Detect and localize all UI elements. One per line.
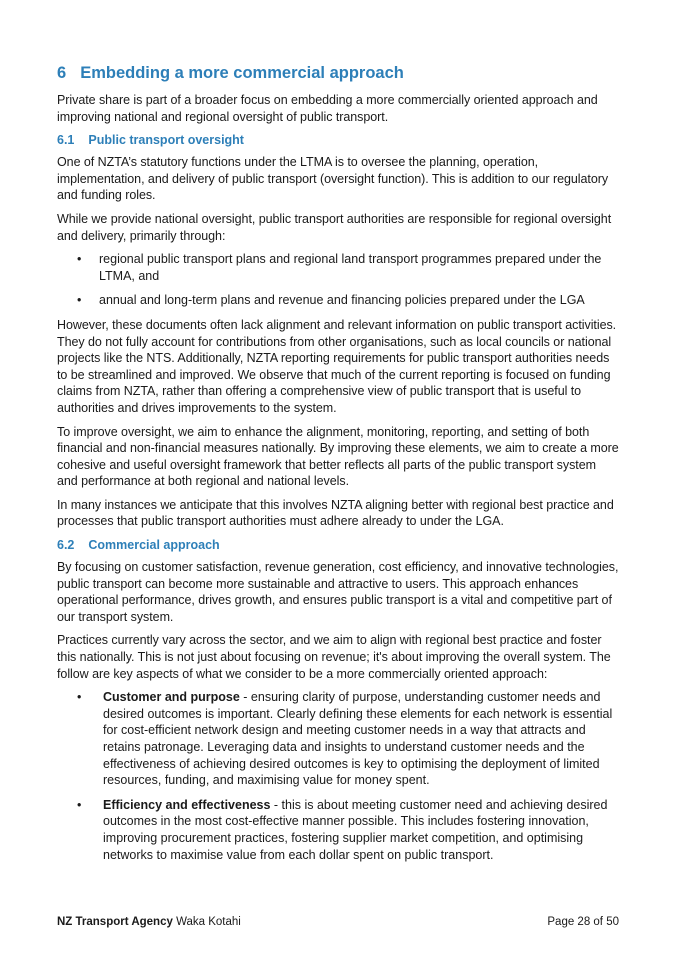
footer-organisation <box>57 916 241 928</box>
subsection-number: 6.2 <box>57 538 75 553</box>
subsection-title: Commercial approach <box>88 538 220 553</box>
list-item-term: Customer and purpose <box>103 690 240 705</box>
section-number: 6 <box>57 64 67 82</box>
page-number: Page 28 of 50 <box>547 916 619 928</box>
section-6-intro: Private share is part of a broader focus on embedding a more commercially oriented approach and improving national and regional oversight of public transport. <box>57 93 598 124</box>
list-item <box>57 689 619 789</box>
bullet-list <box>57 251 619 309</box>
footer-org-rest: Waka Kotahi <box>172 916 241 928</box>
subsection-number: 6.1 <box>57 133 75 148</box>
footer-org-bold: NZ Transport Agency <box>57 916 173 928</box>
paragraph: One of NZTA’s statutory functions under the LTMA is to oversee the planning, operation, implementation, and delivery of public transport (oversight function). This is addition to our regulatory and funding roles. <box>57 155 609 203</box>
document-page <box>57 62 619 871</box>
list-item-term: Efficiency and effectiveness <box>103 797 271 812</box>
list-item <box>57 797 619 863</box>
paragraph: By focusing on customer satisfaction, revenue generation, cost efficiency, and innovative technologies, public transport can become more sustainable and attractive to users. This approach enhances operational performance, drives growth, and ensures public transport is a vital and competitive part of our transport system. <box>57 560 619 624</box>
bullet-list <box>57 689 619 863</box>
paragraph: While we provide national oversight, public transport authorities are responsible for regional oversight and delivery, primarily through: <box>57 211 612 243</box>
subsection-title: Public transport oversight <box>88 133 244 148</box>
list-item: • regional public transport plans and regional land transport programmes prepared under the LTMA, and <box>57 251 619 284</box>
section-6-2-heading <box>57 537 619 554</box>
paragraph: In many instances we anticipate that this involves NZTA aligning better with regional best practice and processes that public transport authorities must adhere already to under the LGA. <box>57 497 614 529</box>
section-6-heading <box>57 62 619 84</box>
paragraph: However, these documents often lack alignment and relevant information on public transport activities. They do not fully account for contributions from other organisations, such as local councils or national projects like the NTS. Additionally, NZTA reporting requirements for public transport authorities needs to be streamlined and improved. We observe that much of the current reporting is focused on funding claims from NZTA, rather than offering a comprehensive view of public transport that is useful to authorities and drives improvements to the system. <box>57 317 617 415</box>
section-6-1-heading <box>57 132 619 149</box>
section-title: Embedding a more commercial approach <box>80 64 404 82</box>
paragraph: To improve oversight, we aim to enhance the alignment, monitoring, reporting, and setting of both financial and non-financial measures nationally. By improving these elements, we aim to create a more cohesive and useful oversight framework that better reflects all parts of the public transport system and performance at both regional and national levels. <box>57 424 619 489</box>
list-item-text: - ensuring clarity of purpose, understanding customer needs and desired outcomes is important. Clearly defining these elements for each network is essential for cost-efficient network design and meeting customer needs in a way that attracts and retains patronage. Leveraging data and insights to understand customer needs and the effectiveness of achieving desired outcomes is key to optimising the deployment of limited resources, funding, and maximising value for money spent. <box>103 690 613 788</box>
list-item-text: - this is about meeting customer need and achieving desired outcomes in the most cost-effective manner possible. This includes fostering innovation, improving procurement practices, fostering supplier market competition, and optimising networks to maximise value from each dollar spent on public transport. <box>103 797 608 862</box>
paragraph: Practices currently vary across the sector, and we aim to align with regional best practice and foster this nationally. This is not just about focusing on revenue; it's about improving the overall system. The follow are key aspects of what we consider to be a more commercially oriented approach: <box>57 633 611 681</box>
list-item: • annual and long-term plans and revenue and financing policies prepared under the LGA <box>57 292 619 309</box>
page-footer <box>57 916 619 928</box>
